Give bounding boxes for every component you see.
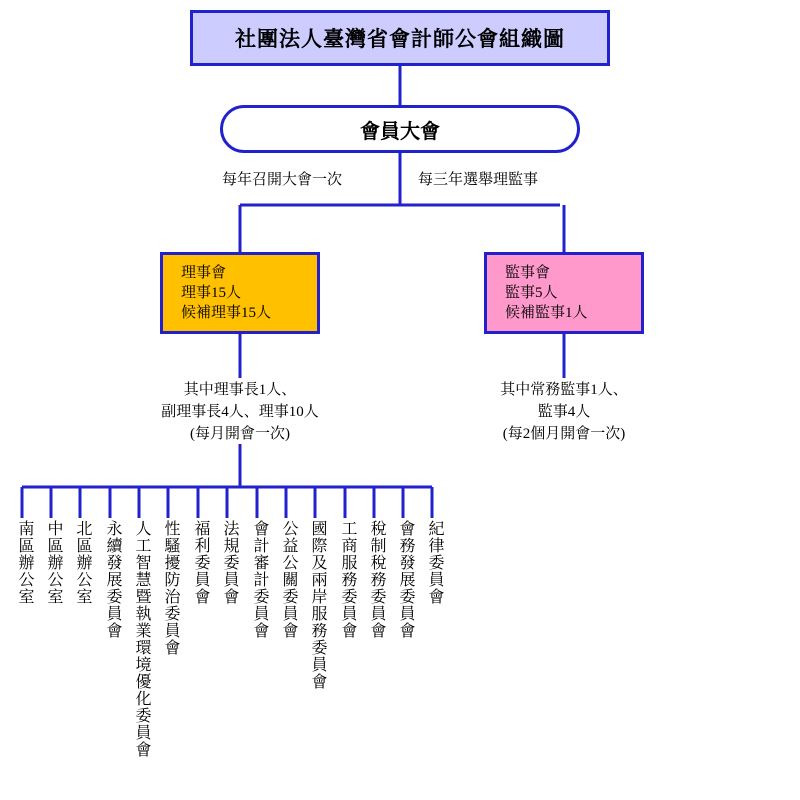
committee-label-15: 南區辦公室 — [16, 520, 33, 605]
committee-label-2: 會務發展委員會 — [397, 520, 414, 639]
supervisor-note-line-1: 其中常務監事1人、 — [500, 382, 628, 398]
board-note-line-1: 其中理事長1人、 — [183, 382, 297, 398]
member-assembly-node — [220, 105, 580, 153]
committee-label-11: 人工智慧暨執業環境優化委員會 — [133, 520, 150, 758]
committee-label-13: 北區辦公室 — [74, 520, 91, 605]
committee-label-7: 會計審計委員會 — [251, 520, 268, 639]
committee-label-3: 稅制稅務委員會 — [368, 520, 385, 639]
chart-title-box — [190, 10, 610, 66]
edge-label-annual-meeting: 每年召開大會一次 — [222, 172, 343, 188]
committee-label-5: 國際及兩岸服務委員會 — [309, 520, 326, 690]
board-line-1: 理事會 — [181, 264, 227, 281]
committee-label-12: 永續發展委員會 — [104, 520, 121, 639]
chart-title-text: 社團法人臺灣省會計師公會組織圖 — [235, 27, 565, 51]
committee-label-4: 工商服務委員會 — [339, 520, 356, 639]
board-note-line-2: 副理事長4人、理事10人 — [161, 403, 319, 420]
supervisor-note-line-3: (每2個月開會一次) — [502, 425, 626, 442]
board-note-text — [130, 380, 350, 445]
board-line-3: 候補理事15人 — [181, 305, 272, 322]
committee-label-8: 法規委員會 — [221, 520, 238, 605]
board-of-directors-node — [160, 252, 320, 334]
committee-label-14: 中區辦公室 — [45, 520, 62, 605]
committee-label-10: 性騷擾防治委員會 — [162, 520, 179, 656]
board-note-line-3: (每月開會一次) — [190, 425, 290, 442]
supervisor-note-text — [454, 380, 674, 445]
supervisor-note-line-2: 監事4人 — [537, 403, 591, 420]
supervisor-line-2: 監事5人 — [505, 284, 558, 301]
committee-label-9: 福利委員會 — [192, 520, 209, 605]
edge-label-triennial-election: 每三年選舉理監事 — [418, 172, 539, 188]
supervisor-line-3: 候補監事1人 — [505, 305, 588, 322]
board-of-supervisors-node — [484, 252, 644, 334]
committee-label-1: 紀律委員會 — [426, 520, 443, 605]
member-assembly-label: 會員大會 — [360, 120, 440, 143]
board-line-2: 理事15人 — [181, 284, 242, 301]
supervisor-line-1: 監事會 — [505, 264, 551, 281]
committee-label-6: 公益公關委員會 — [280, 520, 297, 639]
